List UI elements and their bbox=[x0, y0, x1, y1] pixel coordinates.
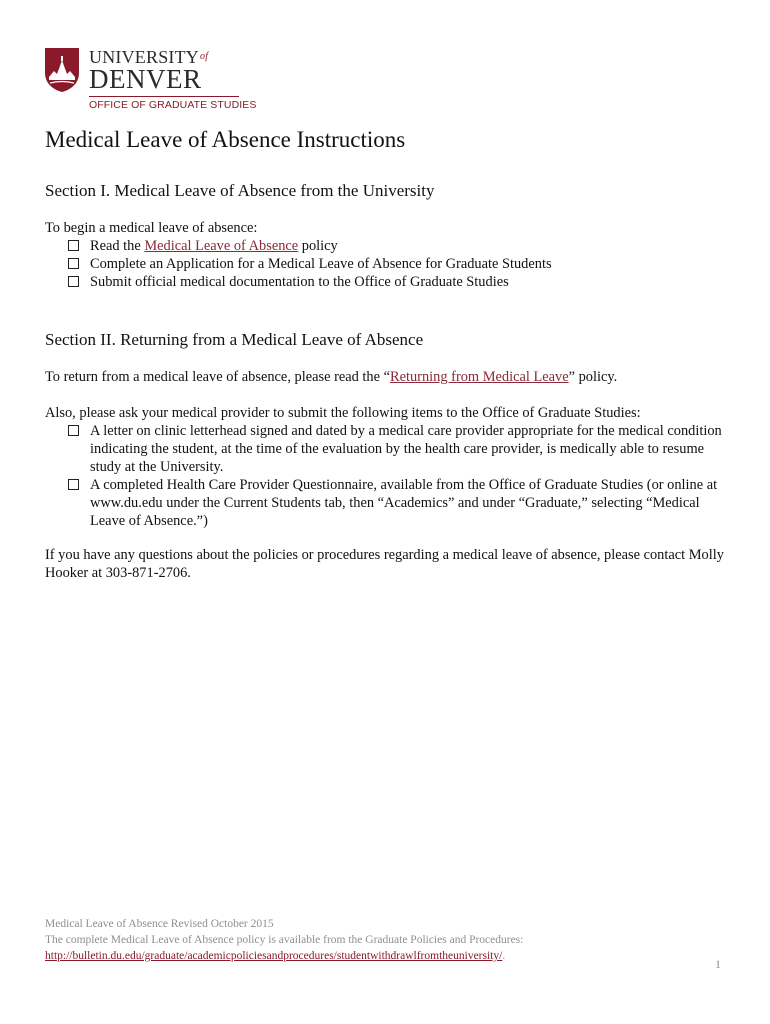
page-number: 1 bbox=[715, 957, 721, 971]
checklist-item: Submit official medical documentation to the Office of Graduate Studies bbox=[68, 273, 728, 291]
footer-revision: Medical Leave of Absence Revised October 2015 bbox=[45, 918, 274, 930]
section-1-checklist bbox=[68, 237, 728, 291]
university-shield-icon bbox=[44, 47, 80, 93]
checklist-item: Read the Medical Leave of Absence policy bbox=[68, 237, 728, 255]
logo-university-text: $UNIVERSITY^{of}$ bbox=[89, 47, 209, 67]
section-2-checklist bbox=[68, 422, 728, 530]
logo-denver-text: DENVER bbox=[89, 64, 202, 94]
bulletin-url-link[interactable]: http://bulletin.du.edu/graduate/academicpoliciesandprocedures/studentwithdrawlfromtheuniversity/ bbox=[45, 950, 503, 962]
section-1-heading: Section I. Medical Leave of Absence from the University bbox=[45, 181, 435, 200]
checkbox-icon bbox=[68, 276, 79, 287]
checkbox-icon bbox=[68, 258, 79, 269]
returning-policy-link[interactable]: Returning from Medical Leave bbox=[390, 369, 569, 385]
checkbox-icon bbox=[68, 240, 79, 251]
page-title: Medical Leave of Absence Instructions bbox=[45, 127, 406, 152]
contact-paragraph: If you have any questions about the policies or procedures regarding a medical leave of absence, please contact Molly Hooker at 303-871-2706. bbox=[45, 547, 724, 581]
provider-request-paragraph: Also, please ask your medical provider to submit the following items to the Office of Graduate Studies: bbox=[45, 405, 641, 421]
checklist-item: A letter on clinic letterhead signed and dated by a medical care provider appropriate for the medical condition indicating the student, at the time of the evaluation by the health care provider, is medically able to resume study at the University. bbox=[68, 422, 728, 476]
return-policy-paragraph: To return from a medical leave of absence, please read the “Returning from Medical Leave” policy. bbox=[45, 369, 618, 385]
medical-leave-policy-link[interactable]: Medical Leave of Absence bbox=[144, 238, 299, 254]
logo-divider bbox=[89, 96, 239, 97]
footer-policy-note: The complete Medical Leave of Absence policy is available from the Graduate Policies and Procedures: bbox=[45, 934, 524, 946]
checklist-item: Complete an Application for a Medical Leave of Absence for Graduate Students bbox=[68, 255, 728, 273]
university-logo bbox=[44, 44, 257, 112]
footer-url-line: http://bulletin.du.edu/graduate/academicpoliciesandprocedures/studentwithdrawlfromtheuniversity/. bbox=[45, 950, 506, 962]
office-name: OFFICE OF GRADUATE STUDIES bbox=[89, 99, 257, 111]
section-1-intro: To begin a medical leave of absence: bbox=[45, 220, 258, 236]
footer bbox=[45, 916, 725, 964]
section-2-heading: Section II. Returning from a Medical Leave of Absence bbox=[45, 330, 424, 349]
checkbox-icon bbox=[68, 425, 79, 436]
checklist-item: A completed Health Care Provider Questionnaire, available from the Office of Graduate Studies (or online at www.du.edu under the Current Students tab, then “Academics” and under “Graduate,” selecting “Medical Leave of Absence.”) bbox=[68, 476, 728, 530]
checkbox-icon bbox=[68, 479, 79, 490]
